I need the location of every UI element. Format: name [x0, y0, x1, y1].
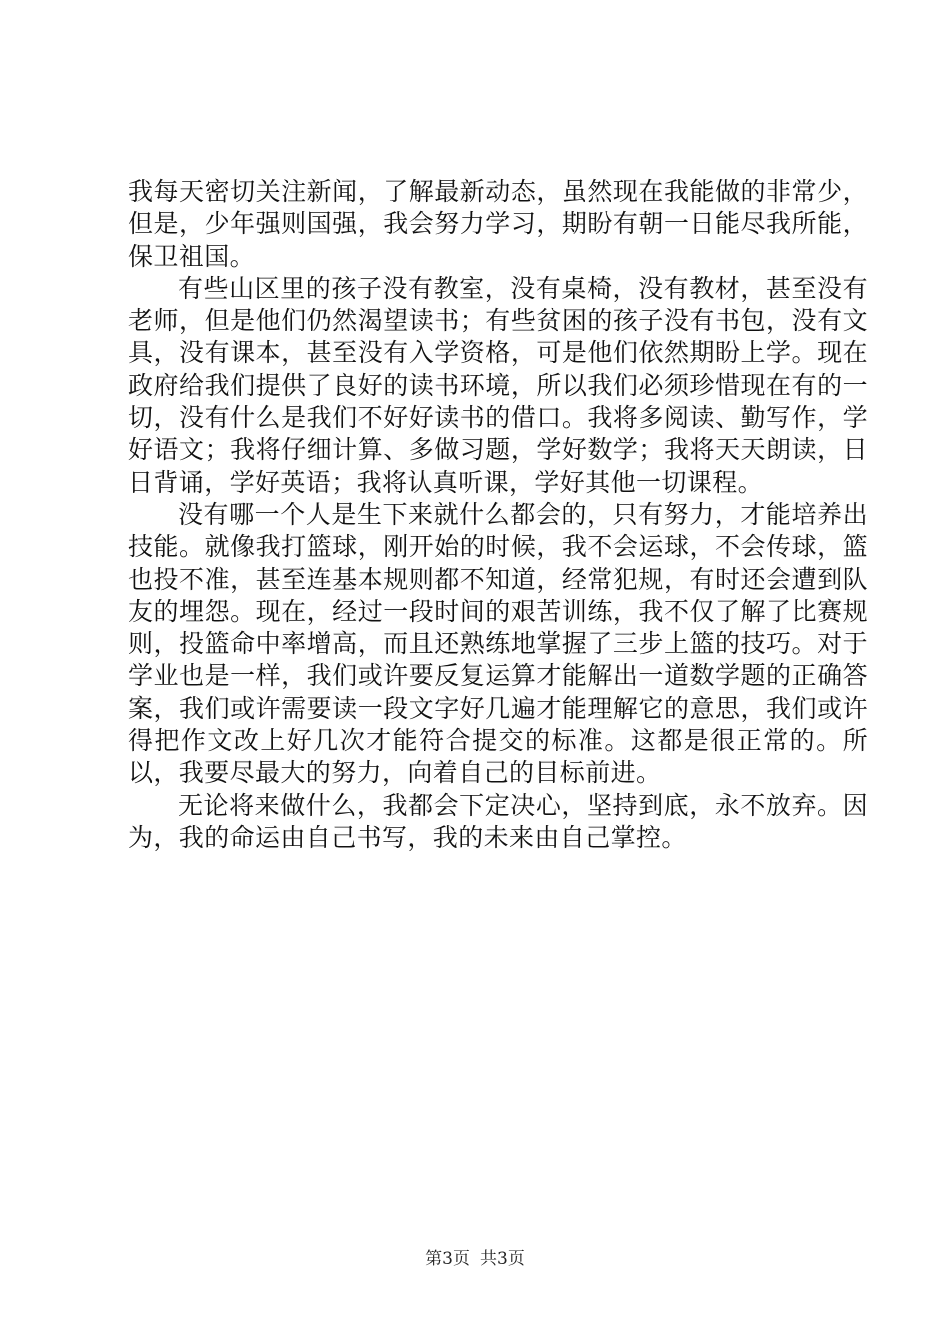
page-footer [0, 1244, 950, 1269]
page-total: 共3页 [480, 1249, 525, 1269]
document-body [128, 176, 868, 854]
paragraph-1: 我每天密切关注新闻，了解最新动态，虽然现在我能做的非常少，但是，少年强则国强，我会努力学习，期盼有朝一日能尽我所能，保卫祖国。 [128, 177, 868, 271]
page-number: 第3页 [425, 1249, 470, 1269]
paragraph-4: 无论将来做什么，我都会下定决心，坚持到底，永不放弃。因为，我的命运由自己书写，我的未来由自己掌控。 [128, 790, 868, 852]
paragraph-3: 没有哪一个人是生下来就什么都会的，只有努力，才能培养出技能。就像我打篮球，刚开始的时候，我不会运球，不会传球，篮也投不准，甚至连基本规则都不知道，经常犯规，有时还会遭到队友的埋怨。现在，经过一段时间的艰苦训练，我不仅了解了比赛规则，投篮命中率增高，而且还熟练地掌握了三步上篮的技巧。对于学业也是一样，我们或许要反复运算才能解出一道数学题的正确答案，我们或许需要读一段文字好几遍才能理解它的意思，我们或许得把作文改上好几次才能符合提交的标准。这都是很正常的。所以，我要尽最大的努力，向着自己的目标前进。 [128, 499, 868, 788]
paragraph-2: 有些山区里的孩子没有教室，没有桌椅，没有教材，甚至没有老师，但是他们仍然渴望读书；有些贫困的孩子没有书包，没有文具，没有课本，甚至没有入学资格，可是他们依然期盼上学。现在政府给我们提供了良好的读书环境，所以我们必须珍惜现在有的一切，没有什么是我们不好好读书的借口。我将多阅读、勤写作，学好语文；我将仔细计算、多做习题，学好数学；我将天天朗读，日日背诵，学好英语；我将认真听课，学好其他一切课程。 [128, 273, 868, 497]
